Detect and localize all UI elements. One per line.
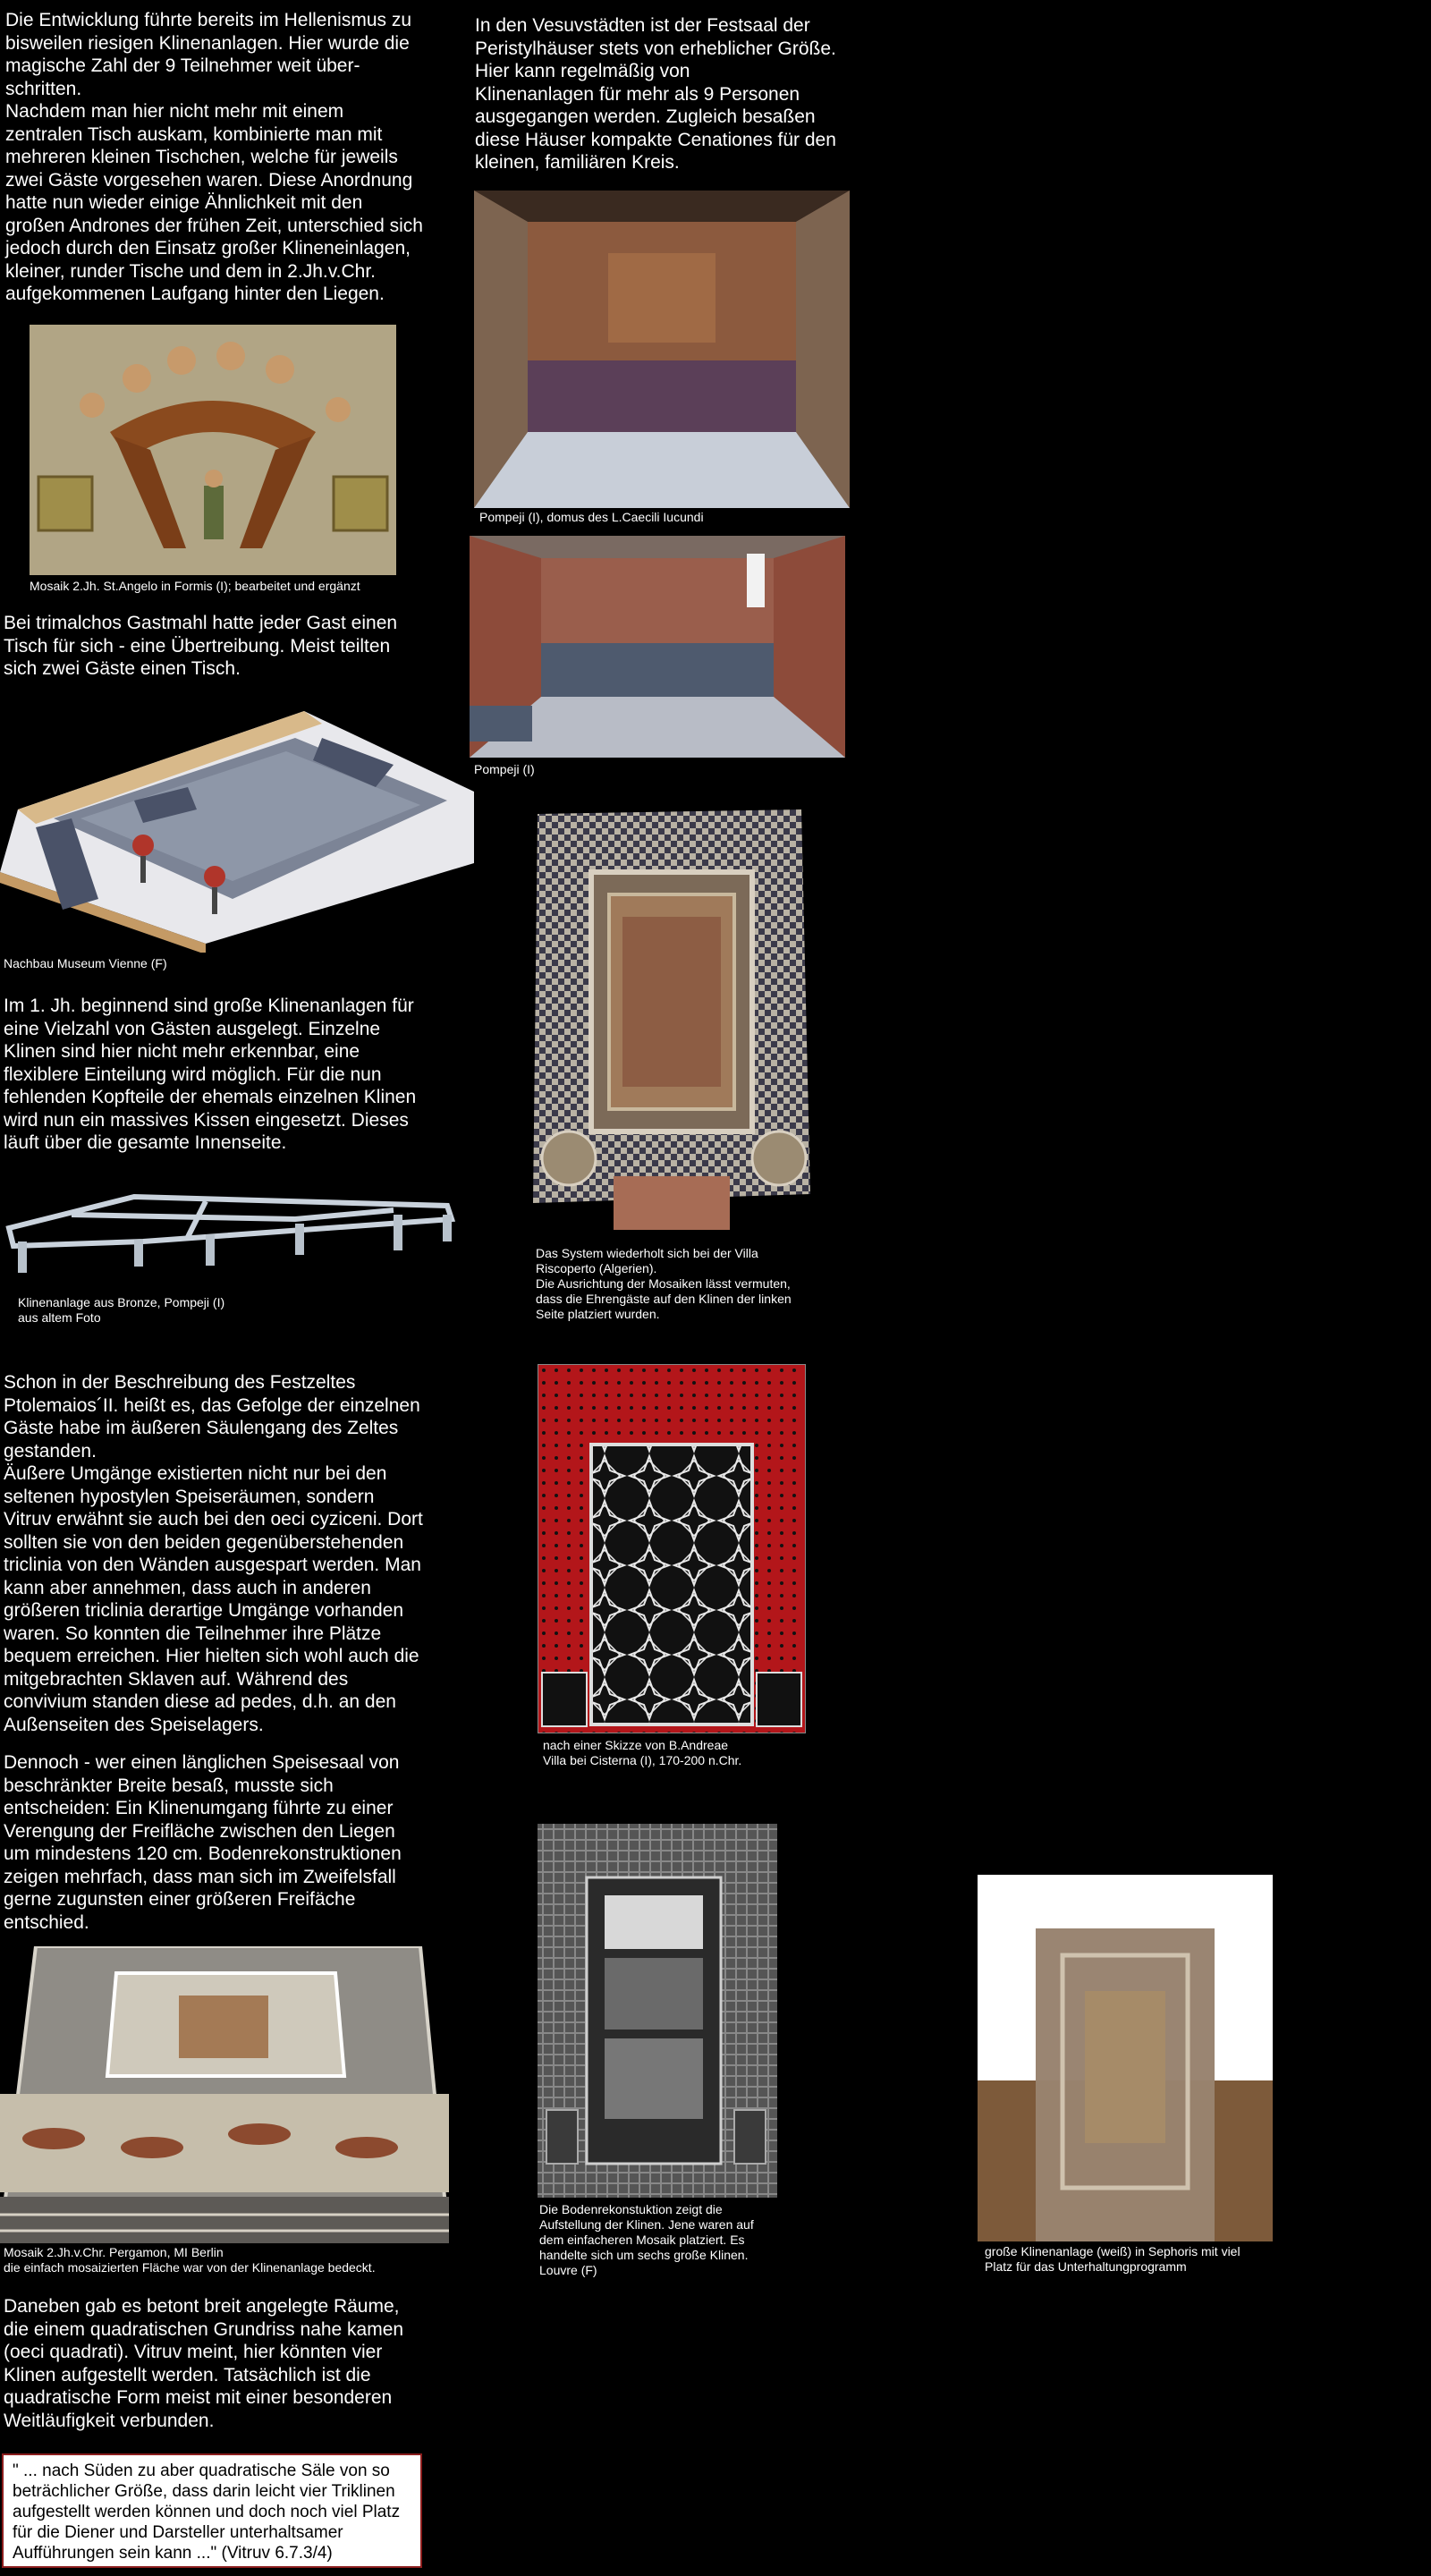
caption-louvre: Die Bodenrekonstuktion zeigt die Aufstellung der Klinen. Jene waren auf dem einfacheren Mosaik platziert. Es handelte sich um sechs große Klinen. Louvre (F): [539, 2202, 754, 2277]
pompeji-room-image: [470, 536, 845, 758]
caption-bronze-kline: Klinenanlage aus Bronze, Pompeji (I) aus altem Foto: [18, 1295, 225, 1325]
caption-pompeji: Pompeji (I): [474, 762, 535, 776]
caption-vienne: Nachbau Museum Vienne (F): [4, 956, 167, 970]
bronze-kline-image: [0, 1179, 461, 1277]
cisterna-mosaic-image: [538, 1364, 806, 1733]
trimalchio-paragraph: Bei trimalchos Gastmahl hatte jeder Gast einen Tisch für sich - eine Übertreibung. Meist teilten sich zwei Gäste einen Tisch.: [4, 613, 398, 679]
ptolemy-tent-paragraph: Schon in der Beschreibung des Festzeltes Ptolemaios´II. heißt es, das Gefolge der einzelnen Gäste habe im äußeren Säulengang des Zeltes gestanden. Äußere Umgänge existierten nicht nur bei den seltenen hypostylen Speiseräumen, sondern Vitruv erwähnt sie auch bei den oeci cyziceni. Dort sollten sie von den beiden gegenüberstehenden triclinia von den Wänden ausgespart werden. Man kann aber annehmen, dass auch in anderen größeren triclinia derartige Umgänge vorhanden waren. So konnten die Teilnehmer ihre Plätze bequem erreichen. Hier hielten sich wohl auch die mitgebrachten Sklaven auf. Während des convivium standen diese ad pedes, d.h. an den Außenseiten des Speiselagers.: [4, 1372, 423, 1735]
louvre-reconstruction-image: [538, 1824, 777, 2198]
mosaic-angelo-image: [30, 325, 396, 575]
caption-sephoris: große Klinenanlage (weiß) in Sephoris mit viel Platz für das Unterhaltungprogramm: [985, 2244, 1240, 2274]
vesuvius-paragraph: In den Vesuvstädten ist der Festsaal der Peristylhäuser stets von erheblicher Größe. Hier kann regelmäßig von Klinenanlagen für mehr als 9 Personen ausgegangen werden. Zugleich besaßen diese Häuser kompakte Cenationes für den kleinen, familiären Kreis.: [475, 15, 836, 173]
pergamon-mosaic-image: [0, 1946, 449, 2243]
riscoperto-mosaic-image: [533, 809, 816, 1239]
caption-cisterna: nach einer Skizze von B.Andreae Villa bei Cisterna (I), 170-200 n.Chr.: [543, 1738, 742, 1767]
caption-mosaic-angelo: Mosaik 2.Jh. St.Angelo in Formis (I); bearbeitet und ergänzt: [30, 579, 360, 593]
narrow-dining-paragraph: Dennoch - wer einen länglichen Speisesaal von beschränkter Breite besaß, musste sich entscheiden: Ein Klinenumgang führte zu einer Verengung der Freifläche zwischen den Liegen um mindestens 120 cm. Bodenrekonstruktionen zeigen mehrfach, dass man sich im Zweifelsfall gerne zugunsten einer größeren Freifäche entschied.: [4, 1752, 402, 1933]
caption-caecili: Pompeji (I), domus des L.Caecili Iucundi: [479, 510, 704, 524]
caption-pergamon: Mosaik 2.Jh.v.Chr. Pergamon, MI Berlin die einfach mosaizierten Fläche war von der Klinenanlage bedeckt.: [4, 2245, 376, 2275]
oeci-quadrati-paragraph: Daneben gab es betont breit angelegte Räume, die einem quadratischen Grundriss nahe kamen (oeci quadrati). Vitruv meint, hier könnten vier Klinen aufgestellt werden. Tatsächlich ist die quadratische Form meist mit einer besonderen Weitläufigkeit verbunden.: [4, 2296, 404, 2431]
caption-riscoperto: Das System wiederholt sich bei der Villa Riscoperto (Algerien). Die Ausrichtung der Mosaiken lässt vermuten, dass die Ehrengäste auf den Klinen der linken Seite platziert wurden.: [536, 1246, 792, 1321]
intro-hellenism-paragraph: Die Entwicklung führte bereits im Hellenismus zu bisweilen riesigen Klinenanlagen. Hier wurde die magische Zahl der 9 Teilnehmer weit über- schritten. Nachdem man hier nicht mehr mit einem zentralen Tisch auskam, kombinierte man mit mehreren kleinen Tischchen, welche für jeweils zwei Gäste vorgesehen waren. Diese Anordnung hatte nun wieder einige Ähnlichkeit mit den großen Andrones der frühen Zeit, unterschied sich jedoch durch den Einsatz großer Klineneinlagen, kleiner, runder Tische und dem in 2.Jh.v.Chr. aufgekommenen Laufgang hinter den Liegen.: [5, 10, 423, 304]
vitruv-quote-box: " ... nach Süden zu aber quadratische Säle von so beträchlicher Größe, dass darin leicht vier Triklinen aufgestellt werden können und doch noch viel Platz für die Diener und Darsteller unterhaltsamer Aufführungen sein kann ..." (Vitruv 6.7.3/4): [2, 2453, 422, 2568]
pompeji-caecili-room-image: [474, 191, 850, 508]
sephoris-mosaic-image: [978, 1875, 1273, 2241]
vienne-reconstruction-image: [0, 702, 474, 953]
first-century-paragraph: Im 1. Jh. beginnend sind große Klinenanlagen für eine Vielzahl von Gästen ausgelegt. Einzelne Klinen sind hier nicht mehr erkennbar, eine flexiblere Einteilung wird möglich. Für die nun fehlenden Kopfteile der ehemals einzelnen Klinen wird nun ein massives Kissen eingesetzt. Dieses läuft über die gesamte Innenseite.: [4, 996, 417, 1153]
